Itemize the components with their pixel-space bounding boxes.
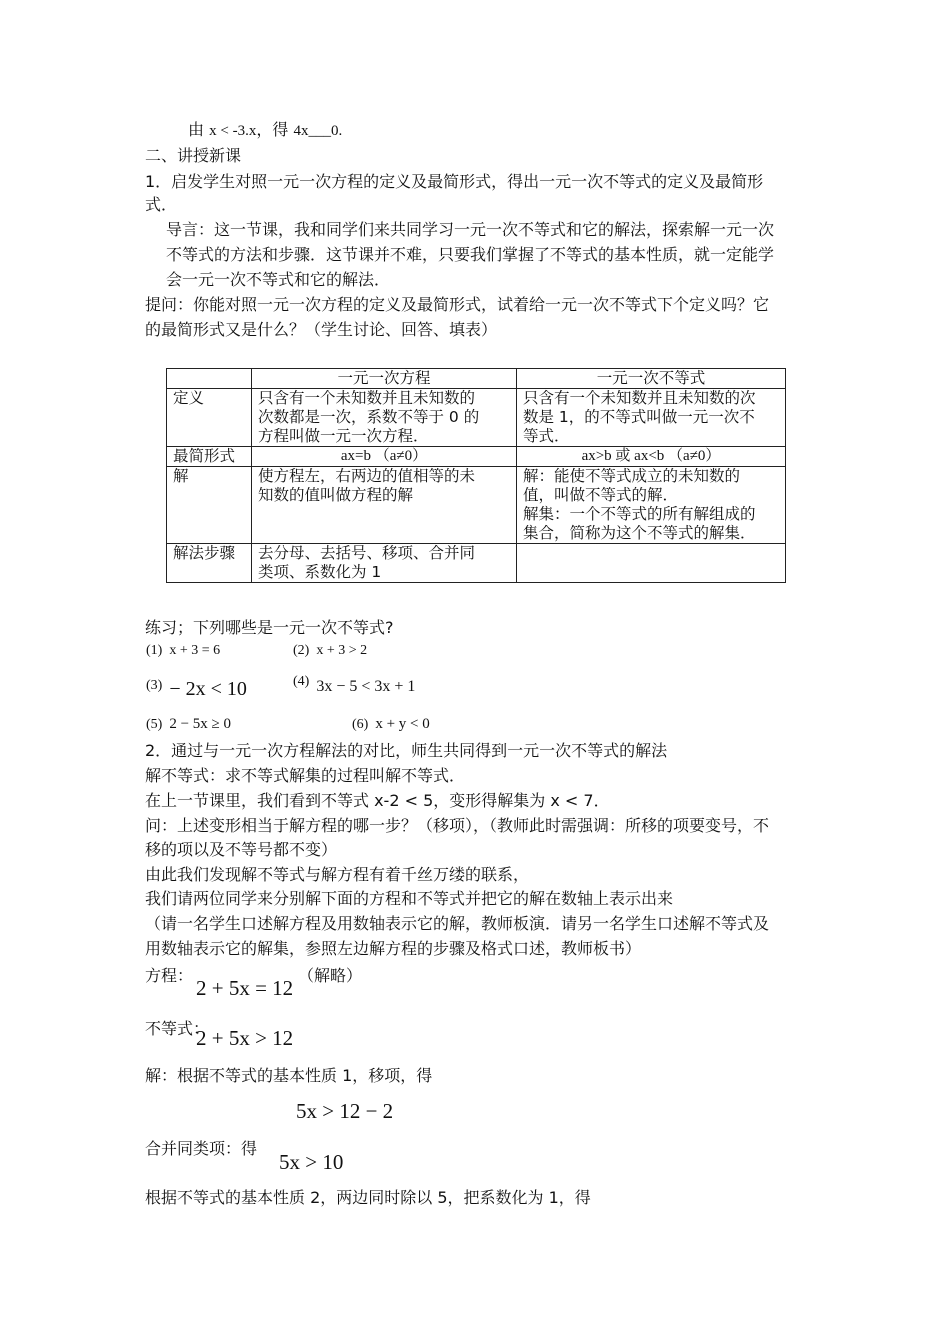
table-header-empty [167, 369, 252, 389]
cell-line: 只含有一个未知数并且未知数的 [258, 389, 476, 407]
row-label-definition: 定义 [167, 389, 252, 447]
step1-expression: 5x > 12 − 2 [296, 1099, 394, 1123]
cell-line: 解集：一个不等式的所有解组成的 [523, 505, 756, 523]
cell-line: 只含有一个未知数并且未知数的次 [523, 389, 756, 407]
row-label-steps: 解法步骤 [167, 544, 252, 583]
intro-text-a: 由 [188, 120, 205, 139]
row-label-solution: 解 [167, 467, 252, 544]
step1-text: 解：根据不等式的基本性质 1，移项，得 [145, 1066, 433, 1085]
item1-line2: 式． [145, 195, 178, 214]
table-row [167, 389, 786, 447]
cell-line: ax=b （a≠0） [340, 448, 428, 464]
cell-line: 等式． [523, 427, 570, 445]
item2-line8: （请一名学生口述解方程及用数轴表示它的解，教师板演．请另一名学生口述解不等式及 [145, 914, 770, 933]
step3-text: 根据不等式的基本性质 2，两边同时除以 5，把系数化为 1，得 [145, 1188, 591, 1207]
option-expression: − 2x < 10 [169, 678, 247, 700]
option-number: (1) [146, 643, 163, 658]
item2-line5: 移的项以及不等号都不变） [145, 840, 338, 859]
practice-option-2 [293, 643, 367, 659]
inequality-label: 不等式： [145, 1019, 210, 1038]
question-line2: 的最简形式又是什么？（学生讨论、回答、填表） [145, 320, 498, 339]
simplest-form-equation-cell [252, 447, 517, 467]
guide-line2: 不等式的方法和步骤．这节课并不难，只要我们掌握了不等式的基本性质，就一定能学 [166, 245, 775, 264]
comparison-table [166, 368, 786, 583]
option-expression: x + 3 > 2 [316, 643, 368, 658]
practice-option-5 [146, 716, 231, 733]
option-number: (3) [146, 678, 163, 693]
item2-line9: 用数轴表示它的解集，参照左边解方程的步骤及格式口述，教师板书） [145, 939, 642, 958]
table-header-inequality: 一元一次不等式 [517, 369, 786, 389]
practice-option-4 [293, 672, 416, 695]
option-expression: x + 3 = 6 [169, 643, 221, 658]
option-expression: 3x − 5 < 3x + 1 [316, 678, 416, 695]
option-number: (5) [146, 717, 163, 732]
item2-line6: 由此我们发现解不等式与解方程有着千丝万缕的联系， [145, 865, 530, 884]
option-expression: 2 − 5x ≥ 0 [169, 716, 232, 732]
cell-line: 数是 1，的不等式叫做一元一次不 [523, 408, 755, 426]
practice-option-3 [146, 672, 247, 700]
intro-expr-d: 4x___0. [293, 123, 343, 139]
practice-option-1 [146, 643, 220, 659]
step2-text: 合并同类项：得 [145, 1139, 258, 1158]
intro-line [188, 120, 342, 141]
option-number: (6) [352, 717, 369, 732]
practice-option-6 [352, 716, 430, 733]
definition-inequality-cell [517, 389, 786, 447]
cell-line: 去分母、去括号、移项、合并同 [258, 544, 476, 562]
table-row [167, 467, 786, 544]
item2-line4: 问：上述变形相当于解方程的哪一步？（移项），（教师此时需强调：所移的项要变号，不 [145, 816, 770, 835]
cell-line: 值，叫做不等式的解． [523, 486, 679, 504]
item2-line1: 2．通过与一元一次方程解法的对比，师生共同得到一元一次不等式的解法 [145, 741, 668, 760]
table-row [167, 447, 786, 467]
cell-line: 类项、系数化为 1 [258, 563, 382, 581]
option-number: (2) [293, 643, 310, 658]
guide-line3: 会一元一次不等式和它的解法． [166, 270, 391, 289]
item1-line1: 1．启发学生对照一元一次方程的定义及最简形式，得出一元一次不等式的定义及最简形 [145, 172, 764, 191]
cell-line: 次数都是一次，系数不等于 0 的 [258, 408, 480, 426]
row-label-simplest-form: 最简形式 [167, 447, 252, 467]
question-line1: 提问：你能对照一元一次方程的定义及最简形式，试着给一元一次不等式下个定义吗？它 [145, 295, 770, 314]
practice-title: 练习；下列哪些是一元一次不等式? [145, 618, 394, 637]
steps-equation-cell [252, 544, 517, 583]
table-row [167, 544, 786, 583]
item2-line2: 解不等式：求不等式解集的过程叫解不等式． [145, 766, 466, 785]
cell-line: 使方程左，右两边的值相等的未 [258, 467, 476, 485]
cell-line: 集合，简称为这个不等式的解集． [523, 524, 756, 542]
table-header-equation: 一元一次方程 [252, 369, 517, 389]
inequality-expression: 2 + 5x > 12 [196, 1026, 294, 1050]
solution-equation-cell [252, 467, 517, 544]
table-header-row [167, 369, 786, 389]
guide-line1: 导言：这一节课，我和同学们来共同学习一元一次不等式和它的解法，探索解一元一次 [166, 220, 775, 239]
equation-note: （解略） [298, 966, 363, 985]
section-title: 二、讲授新课 [145, 146, 242, 165]
intro-text-c: ，得 [256, 120, 289, 139]
simplest-form-inequality-cell [517, 447, 786, 467]
step2-expression: 5x > 10 [279, 1150, 344, 1174]
cell-line: 解：能使不等式成立的未知数的 [523, 467, 741, 485]
cell-line: 知数的值叫做方程的解 [258, 486, 414, 504]
equation-expression: 2 + 5x = 12 [196, 976, 294, 1000]
equation-label: 方程： [145, 966, 194, 985]
option-number: (4) [293, 674, 310, 689]
definition-equation-cell [252, 389, 517, 447]
item2-line3: 在上一节课里，我们看到不等式 x-2 < 5，变形得解集为 x < 7． [145, 791, 610, 810]
item2-line7: 我们请两位同学来分别解下面的方程和不等式并把它的解在数轴上表示出来 [145, 889, 674, 908]
steps-inequality-cell [517, 544, 786, 583]
option-expression: x + y < 0 [375, 716, 430, 732]
cell-line: ax>b 或 ax<b （a≠0） [581, 448, 721, 464]
cell-line: 方程叫做一元一次方程． [258, 427, 429, 445]
solution-inequality-cell [517, 467, 786, 544]
intro-expr-b: x < -3.x [209, 123, 257, 139]
